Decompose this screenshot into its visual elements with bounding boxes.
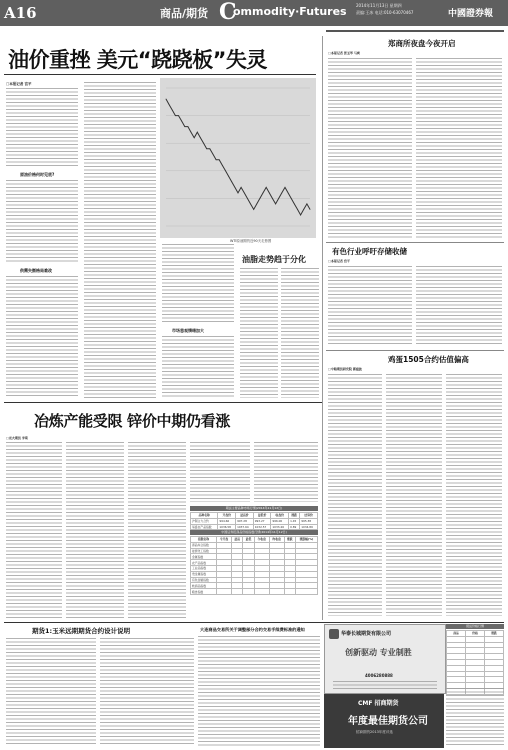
eggs-col-3 xyxy=(446,374,502,616)
wti-price-point xyxy=(238,192,239,193)
wti-price-point xyxy=(191,132,192,133)
wti-price-point xyxy=(169,104,170,105)
wti-price-point xyxy=(303,209,304,210)
wti-price-point xyxy=(234,187,235,188)
eggs-col-1 xyxy=(328,374,382,616)
main-col-1a xyxy=(6,88,78,168)
corn-notice-title: 期货1:玉米远期期货合约设计说明 xyxy=(32,627,131,635)
zinc-byline: □光大期货 李琰 xyxy=(6,436,28,440)
wti-price-point xyxy=(216,159,217,160)
night-col-1 xyxy=(328,58,412,238)
wti-price-point xyxy=(200,137,201,138)
wti-price-point xyxy=(181,121,182,122)
main-col-3a xyxy=(162,244,234,324)
cell: 能源化工指数 xyxy=(191,548,217,554)
wti-price-point xyxy=(288,192,289,193)
headline-rule xyxy=(4,74,316,75)
main-byline: □本报记者 官平 xyxy=(6,82,32,86)
spot-price-table xyxy=(446,630,504,695)
price-col-header: 涨跌幅(%) xyxy=(295,537,317,543)
market-table xyxy=(190,512,318,530)
wti-price-point xyxy=(225,170,226,171)
price-col-header: 最高 xyxy=(232,537,243,543)
price-col-header: 涨跌 xyxy=(284,537,295,543)
subhead-2: 供需失衡格局难改 xyxy=(20,268,52,273)
section-en: ommodity·Futures xyxy=(233,5,347,18)
cell: 1037.64 xyxy=(236,524,254,530)
cell: 有色金属指数 xyxy=(191,577,217,583)
market-col-header: 结算价 xyxy=(300,513,318,519)
market-col-header: 收盘价 xyxy=(271,513,289,519)
night-session-headline: 郑商所夜盘今夜开启 xyxy=(388,39,456,48)
ad-huatai-fineprint xyxy=(333,681,437,689)
wti-price-point xyxy=(269,192,270,193)
price-col-header: 今开盘 xyxy=(217,537,232,543)
price-col-header: 昨收盘 xyxy=(269,537,284,543)
wti-price-point xyxy=(291,198,292,199)
zinc-top-rule xyxy=(4,402,322,403)
eggs-headline: 鸡蛋1505合约估值偏高 xyxy=(388,355,469,364)
wti-price-point xyxy=(231,181,232,182)
cell: 1034.89 xyxy=(300,524,318,530)
paper-name: 中國證券報 xyxy=(448,9,494,19)
wti-price-point xyxy=(247,198,248,199)
ad-huatai-tagline: 创新驱动 专业制胜 xyxy=(345,648,412,657)
night-col-2 xyxy=(416,58,502,238)
wti-price-point xyxy=(228,176,229,177)
main-col-1b xyxy=(6,180,78,264)
wti-price-point xyxy=(184,126,185,127)
zinc-col-2 xyxy=(66,442,124,618)
market-col-header: 品种名称 xyxy=(191,513,218,519)
cell: 易盛农产品指数 xyxy=(191,524,218,530)
oil-headline: 油脂走势趋于分化 xyxy=(242,255,306,264)
ad-cmf-brand: CMF 招商期货 xyxy=(358,700,399,707)
right-rule-2 xyxy=(326,242,504,243)
spot-table-title: 现货价格行情 xyxy=(446,624,504,629)
metals-headline: 有色行业呼吁存储收储 xyxy=(332,247,407,256)
cell: 1036.58 xyxy=(218,524,236,530)
ad-huatai-logo-icon xyxy=(329,629,339,639)
spot-col-header: 商品 xyxy=(447,631,466,637)
ad-cmf-title: 年度最佳期货公司 xyxy=(348,716,428,727)
cell: 1032.57 xyxy=(253,524,271,530)
wti-price-point xyxy=(175,115,176,116)
ad-huatai xyxy=(324,624,446,694)
right-rule-3 xyxy=(326,350,504,351)
wti-price-point xyxy=(194,137,195,138)
subhead-3: 市场悲观情绪加大 xyxy=(172,328,204,333)
wti-price-point xyxy=(300,215,301,216)
cell: 994.66 xyxy=(218,518,236,524)
wti-price-point xyxy=(222,165,223,166)
night-session-byline: □本报记者 张玉琴 马爽 xyxy=(328,51,360,55)
section-en-initial: C xyxy=(219,0,237,25)
cell: 沪铜主力合约 xyxy=(191,518,218,524)
cell: 1033.46 xyxy=(271,524,289,530)
cell: 商品综合指数 xyxy=(191,542,217,548)
price-table-title: 中国证券报商品价格指数行情(2014年11月12日) xyxy=(190,530,318,535)
cell: 1.45 xyxy=(289,518,300,524)
cell: 0.89 xyxy=(289,524,300,530)
wti-price-point xyxy=(278,198,279,199)
wti-price-point xyxy=(209,148,210,149)
metals-col-2 xyxy=(416,266,502,346)
wti-price-point xyxy=(281,192,282,193)
cell: 贵金属指数 xyxy=(191,571,217,577)
wti-price-point xyxy=(213,154,214,155)
ad-huatai-company: 华泰长城期货有限公司 xyxy=(341,631,392,637)
header-date: 2014年11月13日 星期四 xyxy=(356,3,402,8)
ad-cmf-sub: 招商期货2013年度评选 xyxy=(356,730,393,734)
price-col-header: 最低 xyxy=(243,537,254,543)
oil-col-1 xyxy=(240,268,278,398)
wti-price-point xyxy=(253,209,254,210)
wti-price-point xyxy=(203,143,204,144)
wti-price-point xyxy=(188,126,189,127)
eggs-byline: □中粮期货研究院 郭庭波 xyxy=(328,367,362,371)
wti-price-point xyxy=(166,99,167,100)
cell: 软商品指数 xyxy=(191,583,217,589)
wti-price-point xyxy=(297,209,298,210)
price-col-header: 指数名称 xyxy=(191,537,217,543)
market-col-header: 开盘价 xyxy=(218,513,236,519)
table-row xyxy=(191,589,318,595)
eggs-col-2 xyxy=(386,374,442,616)
right-top-band xyxy=(326,30,504,32)
cell: 993.27 xyxy=(253,518,271,524)
zinc-col-5 xyxy=(254,442,318,502)
price-col-header: 今收盘 xyxy=(254,537,269,543)
wti-price-point xyxy=(275,204,276,205)
wti-chart xyxy=(160,78,316,238)
metals-col-1 xyxy=(328,266,412,346)
oil-col-2 xyxy=(281,268,319,398)
main-col-2 xyxy=(84,82,156,398)
cell: 997.28 xyxy=(236,518,254,524)
spot-col-header: 涨跌 xyxy=(485,631,504,637)
spot-col-header: 价格 xyxy=(466,631,485,637)
section-title: 商品/期货 xyxy=(160,7,209,20)
wti-price-point xyxy=(263,192,264,193)
zinc-col-3 xyxy=(128,442,186,618)
cell: 金属指数 xyxy=(191,554,217,560)
wti-price-point xyxy=(306,204,307,205)
ad-cmf xyxy=(324,694,444,748)
wti-price-point xyxy=(250,204,251,205)
cell: 农产品指数 xyxy=(191,560,217,566)
main-col-3b xyxy=(162,336,234,398)
wti-price-point xyxy=(178,115,179,116)
wti-price-point xyxy=(241,187,242,188)
market-col-header: 最低价 xyxy=(253,513,271,519)
wti-price-point xyxy=(219,159,220,160)
wti-price-point xyxy=(294,204,295,205)
market-col-header: 涨跌 xyxy=(289,513,300,519)
wti-price-point xyxy=(266,187,267,188)
main-headline: 油价重挫 美元“跷跷板”失灵 xyxy=(8,48,267,72)
column-divider xyxy=(322,36,323,620)
wti-price-point xyxy=(272,198,273,199)
ad-huatai-phone: 4006280888 xyxy=(365,673,393,678)
header-editor: 责编:王冰 电话:010-63070467 xyxy=(356,10,414,15)
zinc-col-4 xyxy=(190,442,250,502)
metals-byline: □本报记者 官平 xyxy=(328,259,350,263)
wti-price-point xyxy=(172,110,173,111)
bottom-rule xyxy=(4,622,504,623)
wti-line-chart xyxy=(160,78,316,238)
corn-notice-body-1 xyxy=(6,638,96,746)
dce-notice-body xyxy=(198,636,320,746)
wti-price-point xyxy=(197,132,198,133)
wti-price-point xyxy=(285,187,286,188)
main-col-1c xyxy=(6,276,78,398)
wti-price-point xyxy=(256,204,257,205)
zinc-col-1 xyxy=(6,442,62,618)
price-index-table xyxy=(190,536,318,595)
cell: 工业品指数 xyxy=(191,565,217,571)
market-col-header: 最高价 xyxy=(236,513,254,519)
chart-caption: WTI原油期货近90天走势图 xyxy=(230,239,272,243)
cell: 995.38 xyxy=(300,518,318,524)
chart-background xyxy=(160,78,316,238)
page-number: A16 xyxy=(4,4,37,22)
spot-table-notes xyxy=(446,688,504,746)
wti-price-point xyxy=(244,192,245,193)
wti-price-point xyxy=(206,148,207,149)
zinc-headline: 冶炼产能受限 锌价中期仍看涨 xyxy=(34,412,231,430)
subhead-1: 原油价格何时见底? xyxy=(20,172,55,177)
wti-price-point xyxy=(310,209,311,210)
cell: 996.00 xyxy=(271,518,289,524)
corn-notice-body-2 xyxy=(100,638,194,746)
market-table-title: 期货主要品种市场行情(2014年11月12日) xyxy=(190,506,318,511)
dce-notice-title: 大连商品交易所关于调整部分合约交易手续费标准的通知 xyxy=(200,627,305,632)
cell: 粮食指数 xyxy=(191,589,217,595)
wti-price-point xyxy=(260,198,261,199)
